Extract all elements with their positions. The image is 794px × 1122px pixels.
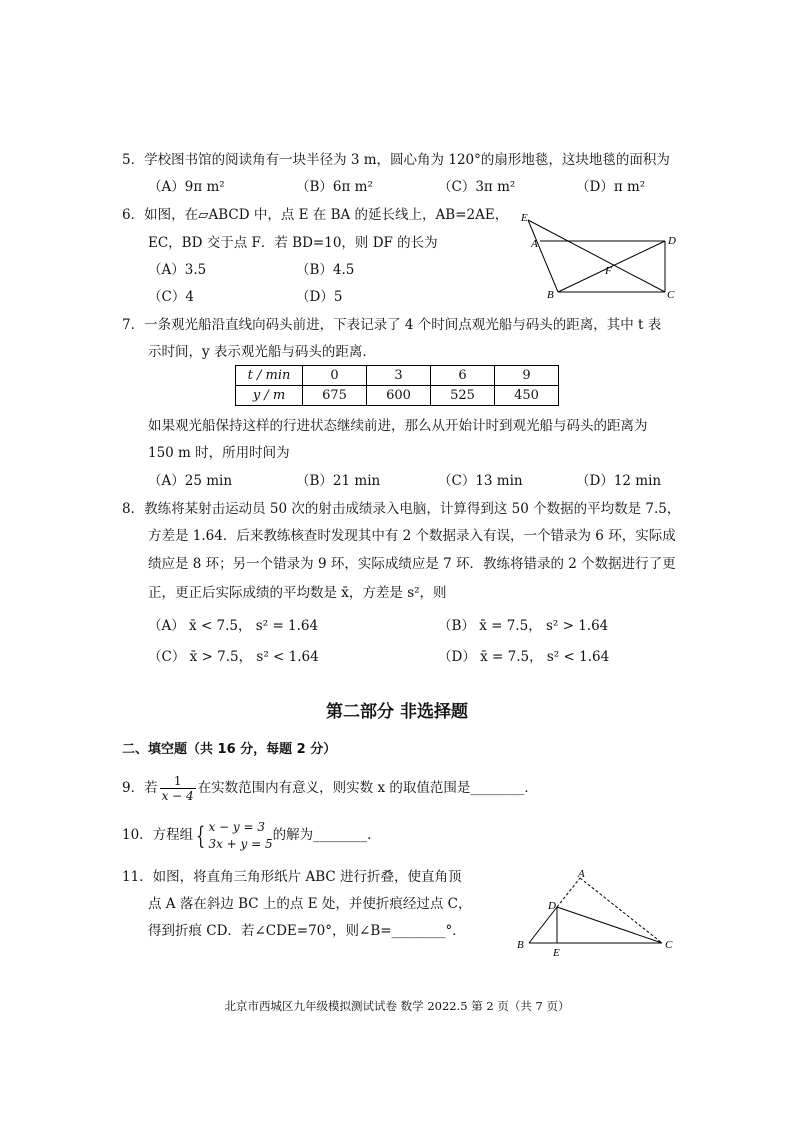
- table-cell: 675: [303, 386, 367, 406]
- q9-suffix: 在实数范围内有意义，则实数 x 的取值范围是________．: [197, 780, 538, 796]
- q10-equation-1: x − y = 3: [208, 819, 266, 834]
- q5-option-a: （A）9π m²: [148, 179, 225, 195]
- q6-option-a: （A）3.5: [148, 262, 207, 278]
- q10-equation-2: 3x + y = 5: [208, 836, 273, 851]
- q9-prefix: 9．若: [122, 780, 158, 796]
- q7-data-table: [235, 365, 559, 406]
- q10-prefix: 10．方程组: [122, 827, 194, 843]
- q6-label-f: F: [605, 265, 612, 277]
- q8-line1: 8．教练将某射击运动员 50 次的射击成绩录入电脑，计算得到这 50 个数据的平均数是 7.5，: [122, 501, 681, 517]
- q10-system: [208, 819, 272, 853]
- q6-label-b: B: [547, 289, 554, 301]
- q7-option-d: （D）12 min: [576, 473, 662, 489]
- q11-label-b: B: [517, 939, 524, 951]
- table-cell: 450: [495, 386, 559, 406]
- q11-line2: 点 A 落在斜边 BC 上的点 E 处，并使折痕经过点 C，: [148, 896, 472, 912]
- table-cell: 600: [367, 386, 431, 406]
- table-cell: 3: [367, 366, 431, 386]
- q7-line3: 如果观光船保持这样的行进状态继续前进，那么从开始计时到观光船与码头的距离为: [148, 418, 648, 434]
- q9-frac-numerator: 1: [160, 774, 196, 789]
- q11-label-c: C: [665, 939, 673, 951]
- table-header-t: t / min: [236, 366, 303, 386]
- table-row: [236, 366, 559, 386]
- q6-option-d: （D）5: [296, 289, 343, 305]
- q5-option-c: （C）3π m²: [438, 179, 516, 195]
- q10-suffix: 的解为________．: [272, 827, 381, 843]
- table-row: [236, 386, 559, 406]
- q11-label-d: D: [548, 900, 556, 912]
- q11-label-e: E: [553, 947, 560, 959]
- q9-frac-denominator: x − 4: [161, 789, 194, 803]
- q8-option-b: （B） x̄ = 7.5， s² > 1.64: [438, 618, 609, 634]
- q10-line: [122, 815, 381, 855]
- q7-line2: 示时间，y 表示观光船与码头的距离．: [148, 344, 376, 360]
- q7-option-c: （C）13 min: [438, 473, 523, 489]
- q6-line1: 6．如图，在▱ABCD 中，点 E 在 BA 的延长线上，AB=2AE，: [122, 207, 509, 223]
- q5-stem: 5．学校图书馆的阅读角有一块半径为 3 m，圆心角为 120°的扇形地毯，这块地毯的面积为: [122, 152, 670, 168]
- q6-option-c: （C）4: [148, 289, 194, 305]
- q6-option-b: （B）4.5: [296, 262, 355, 278]
- table-cell: 6: [431, 366, 495, 386]
- page-footer: 北京市西城区九年级模拟测试试卷 数学 2022.5 第 2 页（共 7 页）: [224, 999, 570, 1013]
- q6-label-d: D: [668, 235, 676, 247]
- q8-option-c: （C） x̄ > 7.5， s² < 1.64: [148, 649, 319, 665]
- q5-option-b: （B）6π m²: [296, 179, 373, 195]
- q11-label-a: A: [578, 868, 585, 880]
- part2-title: 第二部分 非选择题: [326, 702, 468, 722]
- q6-parallelogram-figure: [515, 208, 680, 303]
- section2-heading: 二、填空题（共 16 分，每题 2 分）: [122, 742, 337, 757]
- q6-line2: EC，BD 交于点 F．若 BD=10，则 DF 的长为: [148, 235, 438, 251]
- q11-triangle-figure: [510, 866, 680, 961]
- q5-option-d: （D）π m²: [576, 179, 646, 195]
- q6-label-c: C: [667, 289, 675, 301]
- q7-option-b: （B）21 min: [296, 473, 381, 489]
- table-cell: 525: [431, 386, 495, 406]
- table-cell: 0: [303, 366, 367, 386]
- q8-line3: 绩应是 8 环；另一个错录为 9 环，实际成绩应是 7 环．教练将错录的 2 个数据进行了更: [148, 556, 676, 572]
- q11-line3: 得到折痕 CD．若∠CDE=70°，则∠B=________°．: [148, 923, 466, 939]
- table-cell: 9: [495, 366, 559, 386]
- q9-fraction: [160, 774, 196, 803]
- q6-label-e: E: [521, 212, 528, 224]
- q7-option-a: （A）25 min: [148, 473, 233, 489]
- q9-line: [122, 770, 538, 806]
- q8-option-a: （A） x̄ < 7.5， s² = 1.64: [148, 618, 319, 634]
- q7-line1: 7．一条观光船沿直线向码头前进，下表记录了 4 个时间点观光船与码头的距离，其中 t 表: [122, 317, 662, 333]
- q11-line1: 11．如图，将直角三角形纸片 ABC 进行折叠，使直角顶: [122, 869, 462, 885]
- q6-label-a: A: [531, 238, 538, 250]
- table-header-y: y / m: [236, 386, 303, 406]
- q8-option-d: （D） x̄ = 7.5， s² < 1.64: [438, 649, 610, 665]
- q7-line4: 150 m 时，所用时间为: [148, 445, 290, 461]
- q8-line2: 方差是 1.64．后来教练核查时发现其中有 2 个数据录入有误，一个错录为 6 环，实际成: [148, 528, 676, 544]
- q8-line4: 正，更正后实际成绩的平均数是 x̄，方差是 s²，则: [148, 585, 447, 601]
- q10-brace: {: [196, 821, 206, 850]
